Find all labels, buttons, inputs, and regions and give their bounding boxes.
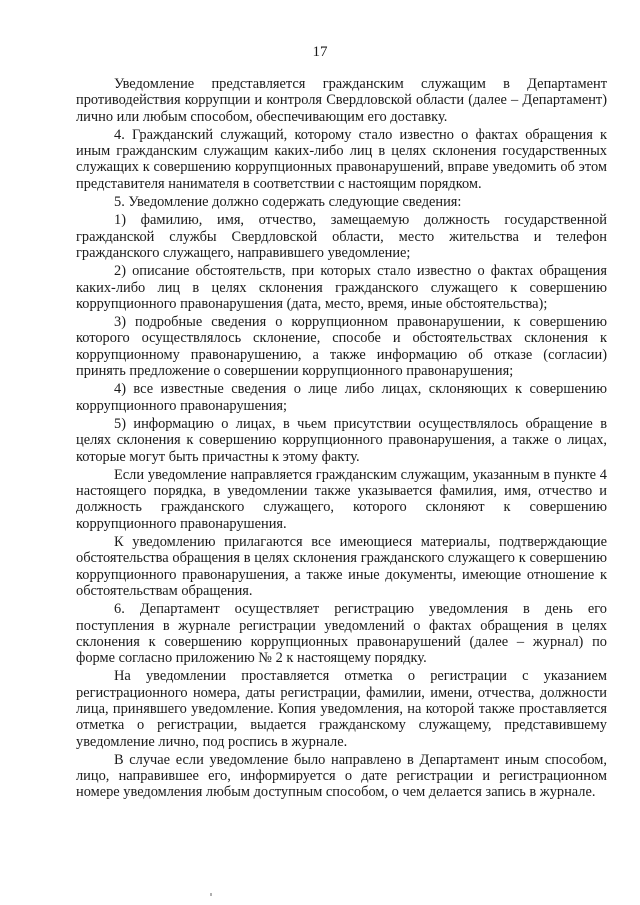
scan-speck	[210, 893, 212, 896]
paragraph: 5. Уведомление должно содержать следующие сведения:	[114, 194, 462, 211]
paragraph: Уведомление представляется гражданским служащим в Департамент противодействия коррупции и контроля Свердловской области (далее – Департамент) лично или любым способом, обеспечивающим его доставку.	[76, 76, 607, 125]
page-number: 17	[312, 44, 328, 60]
paragraph: 5) информацию о лицах, в чьем присутствии осуществлялось обращение в целях склонения к совершению коррупционного правонарушения, а также о лицах, которые могут быть причастны к этому факту.	[76, 415, 607, 465]
paragraph: В случае если уведомление было направлено в Департамент иным способом, лицо, направившее его, информируется о дате регистрации и регистрационном номере уведомления любым доступным способом, о чем делается запись в журнале.	[76, 751, 607, 801]
paragraph: 1) фамилию, имя, отчество, замещаемую должность государственной гражданской службы Свердловской области, место жительства и телефон гражданского служащего, направившего уведомление;	[76, 212, 607, 261]
paragraph: К уведомлению прилагаются все имеющиеся материалы, подтверждающие обстоятельства обращения в целях склонения гражданского служащего к совершению коррупционного правонарушения, а также иные документы, имеющие отношение к обстоятельствам обращения.	[76, 534, 607, 599]
paragraph: 2) описание обстоятельств, при которых стало известно о фактах обращения каких-либо лиц в целях склонения гражданского служащего к совершению коррупционного правонарушения (дата, место, время, иные обстоятельства);	[76, 263, 607, 312]
paragraph: На уведомлении проставляется отметка о регистрации с указанием регистрационного номера, даты регистрации, фамилии, имени, отчества, должности лица, принявшего уведомление. Копия уведомления, на которой также проставляется отметка о регистрации, выдается гражданскому служащему, представившему уведомление лично, под роспись в журнале.	[76, 668, 607, 750]
paragraph: 4. Гражданский служащий, которому стало известно о фактах обращения к иным гражданским служащим каких-либо лиц в целях склонения государственных служащих к совершению коррупционных правонарушений, вправе уведомить об этом представителя нанимателя в соответствии с настоящим порядком.	[76, 126, 607, 192]
paragraph: 6. Департамент осуществляет регистрацию уведомления в день его поступления в журнале регистрации уведомлений о фактах обращения в целях склонения к совершению коррупционных правонарушений (далее – журнал) по форме согласно приложению № 2 к настоящему порядку.	[76, 601, 607, 667]
body-text	[76, 76, 607, 803]
paragraph: 4) все известные сведения о лице либо лицах, склоняющих к совершению коррупционного правонарушения;	[76, 381, 607, 414]
paragraph: 3) подробные сведения о коррупционном правонарушении, к совершению которого осуществлялось склонение, способе и обстоятельствах склонения к коррупционному правонарушению, а также информацию об отказе (согласии) принять предложение о совершении коррупционного правонарушения;	[76, 314, 607, 380]
paragraph: Если уведомление направляется гражданским служащим, указанным в пункте 4 настоящего порядка, в уведомлении также указывается фамилия, имя, отчество и должность гражданского служащего, которого склоняют к совершению коррупционного правонарушения.	[76, 466, 607, 532]
